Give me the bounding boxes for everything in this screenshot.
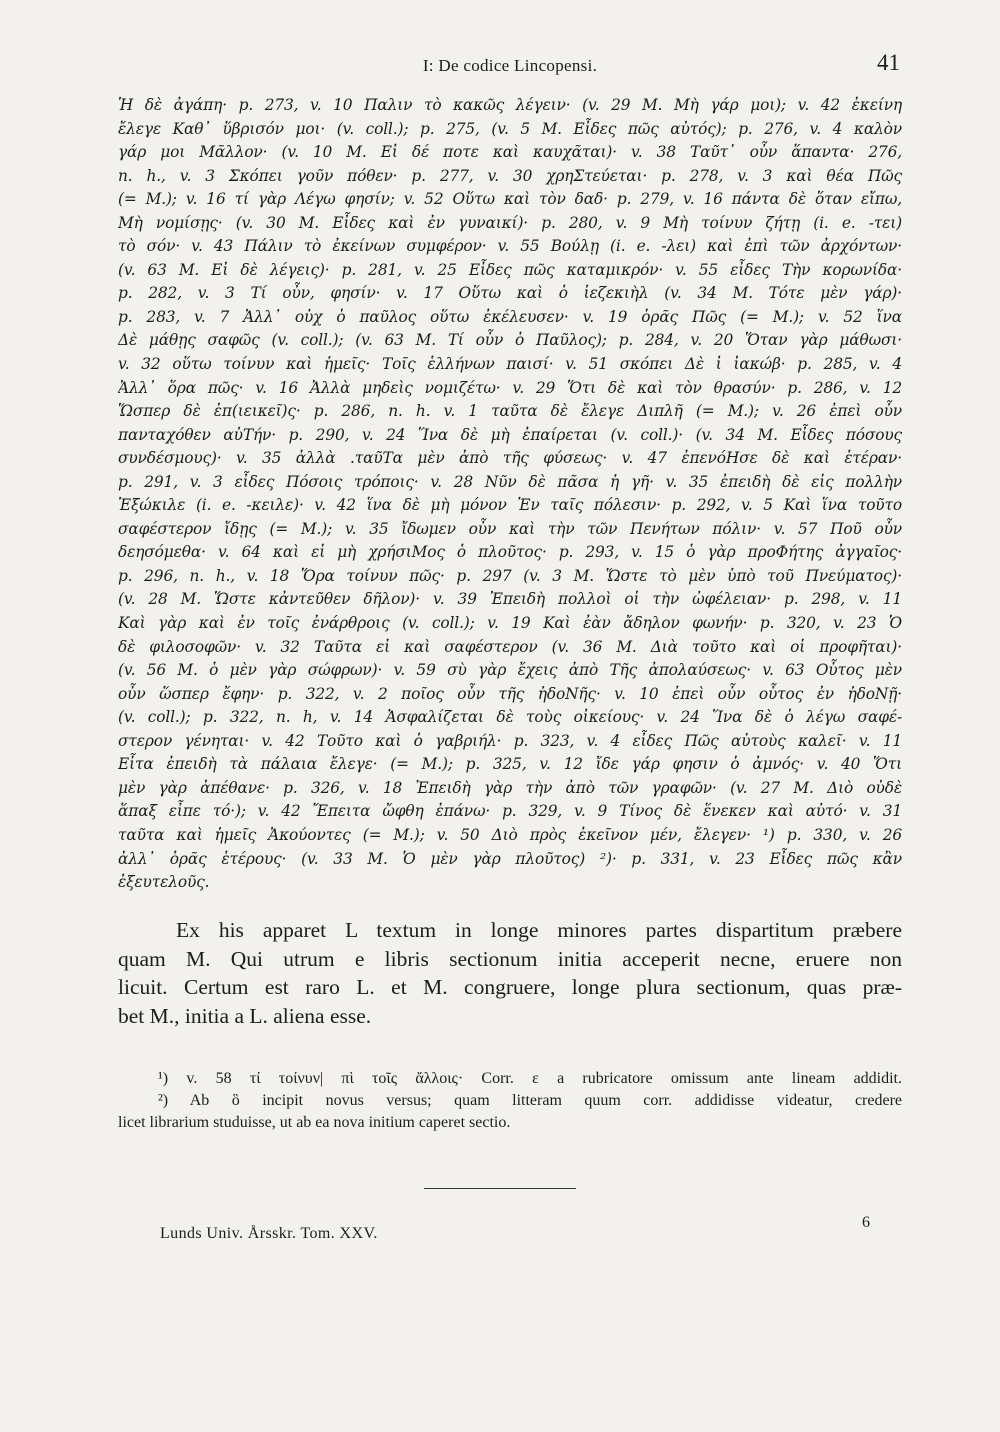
page-number: 41 <box>877 50 900 75</box>
greek-line: Μὴ νομίσῃς· (v. 30 M. Εἶδες καὶ ἐν γυναικί)· p. 280, v. 9 Μὴ τοίνυν ζήτῃ (i. e. -τει) <box>118 213 902 232</box>
greek-line: n. h., v. 3 Σκόπει γοῦν πόθεν· p. 277, v. 30 χρηΣτεύεται· p. 278, v. 3 καὶ θέα Πῶς <box>118 166 902 185</box>
greek-line: δεησόμεθα· v. 64 καὶ εἰ μὴ χρήσιΜος ὁ πλοῦτος· p. 293, v. 15 ὁ γὰρ προΦήτης ἀγγαῖος· <box>118 543 902 562</box>
running-head <box>160 50 900 80</box>
latin-paragraph <box>118 916 902 1030</box>
latin-line: Ex his apparet L textum in longe minores partes dispartitum præbere <box>176 918 902 942</box>
greek-line: συνδέσμους)· v. 35 ἀλλὰ .ταῦΤα μὲν ἀπὸ τῆς φύσεως· v. 47 ἐπενόΗσε δὲ καὶ ἑτέραν· <box>118 449 902 468</box>
greek-line: ἅπαξ εἶπε τό·); v. 42 Ἔπειτα ὤφθη ἐπάνω· p. 329, v. 9 Τίνος δὲ ἕνεκεν καὶ αὐτό· v. 31 <box>118 802 902 821</box>
separator-rule <box>424 1188 576 1189</box>
greek-line: πανταχόθεν αὐΤήν· p. 290, v. 24 Ἵνα δὲ μὴ ἐπαίρεται (v. coll.)· (v. 34 M. Εἶδες πόσους <box>118 425 902 444</box>
greek-text-block <box>118 94 902 895</box>
greek-line: p. 283, v. 7 Ἀλλ᾽ οὐχ ὁ παῦλος οὕτω ἐκέλευσεν· v. 19 ὁρᾶς Πῶς (= M.); v. 52 ἵνα <box>118 307 902 326</box>
running-title: I: De codice Lincopensi. <box>422 56 598 75</box>
greek-line: σαφέστερον ἴδῃς (= M.); v. 35 ἴδωμεν οὖν καὶ τὴν τῶν Πενήτων πόλιν· v. 57 Ποῦ οὖν <box>118 519 902 538</box>
latin-line: licuit. Certum est raro L. et M. congruere, longe plura sectionum, quas præ- <box>118 975 902 1000</box>
greek-line: (= M.); v. 16 τί γὰρ Λέγω φησίν; v. 52 Οὕτω καὶ τὸν δαδ· p. 279, v. 16 πάντα δὲ ὅταν εἴπω, <box>118 190 902 209</box>
greek-line: ταῦτα καὶ ἡμεῖς Ἀκούοντες (= M.); v. 50 Διὸ πρὸς ἐκεῖνον μέν, ἔλεγεν· ¹) p. 330, v. 26 <box>118 825 902 844</box>
fn-line: licet librarium studuisse, ut ab ea nova initium caperet sectio. <box>118 1114 511 1131</box>
greek-line: Ἀλλ᾽ ὅρα πῶς· v. 16 Ἀλλὰ μηδεὶς νομιζέτω· v. 29 Ὅτι δὲ καὶ τὸν θρασύν· p. 286, v. 12 <box>118 378 902 397</box>
greek-line: (v. coll.); p. 322, n. h, v. 14 Ἀσφαλίζεται δὲ τοὺς οἰκείους· v. 24 Ἵνα δὲ ὁ λέγω σαφέ- <box>118 708 902 727</box>
fn-line: ²) Ab ὃ incipit novus versus; quam litteram quum corr. addidisse videatur, credere <box>158 1092 902 1109</box>
greek-line: Ὥσπερ δὲ ἐπ(ιεικεῖ)ς· p. 286, n. h. v. 1 ταῦτα δὲ ἔλεγε Διπλῆ (= M.); v. 26 ἐπεὶ οὖν <box>118 402 902 421</box>
greek-line: p. 282, v. 3 Τί οὖν, φησίν· v. 17 Οὕτω καὶ ὁ ἰεζεκιὴλ (v. 34 M. Τότε μὲν γάρ)· <box>118 284 902 303</box>
greek-line: οὖν ὥσπερ ἔφην· p. 322, v. 2 ποῖος οὖν τῆς ἡδοΝῆς· v. 10 ἐπεὶ οὖν οὗτος ἐν ἡδοΝῇ· <box>118 684 902 703</box>
greek-line: Καὶ γὰρ καὶ ἐν τοῖς ἐνάρθροις (v. coll.); v. 19 Καὶ ἐὰν ἄδηλον φωνήν· p. 320, v. 23 Ὁ <box>118 614 902 633</box>
greek-line: (v. 63 M. Εἰ δὲ λέγεις)· p. 281, v. 25 Εἶδες πῶς καταμικρόν· v. 55 εἶδες Τὴν κορωνίδα· <box>118 260 902 279</box>
greek-line: (v. 28 M. Ὥστε κἀντεῦθεν δῆλον)· v. 39 Ἐπειδὴ πολλοὶ οἱ τὴν ὠφέλειαν· p. 298, v. 11 <box>118 590 902 609</box>
greek-line: ἀλλ᾽ ὁρᾶς ἑτέρους· (v. 33 M. Ὁ μὲν γὰρ πλοῦτος) ²)· p. 331, v. 23 Εἶδες πῶς κἂν <box>118 849 902 868</box>
greek-line: ἔλεγε Καθ᾽ ὕβρισόν μοι· (v. coll.); p. 275, (v. 5 M. Εἶδες πῶς αὐτός); p. 276, v. 4 καλὸν <box>118 119 902 138</box>
greek-line: Ἡ δὲ ἀγάπη· p. 273, v. 10 Παλιν τὸ κακῶς λέγειν· (v. 29 M. Μὴ γάρ μοι); v. 42 ἐκείνη <box>118 96 902 114</box>
latin-line: bet M., initia a L. aliena esse. <box>118 1003 372 1028</box>
greek-line: Ἐξώκιλε (i. e. -κειλε)· v. 42 ἵνα δὲ μὴ μόνον Ἐν ταῖς πόλεσιν· p. 292, v. 5 Καὶ ἵνα τοῦτο <box>118 496 902 515</box>
greek-line: τὸ σόν· v. 43 Πάλιν τὸ ἐκείνων συμφέρον· v. 55 Βούλῃ (i. e. -λει) καὶ ἐπὶ τῶν ἀρχόντων· <box>118 237 902 256</box>
greek-line: ἐξευτελοῦς. <box>118 873 210 892</box>
signature-mark: 6 <box>862 1214 870 1231</box>
greek-line: p. 291, v. 3 εἶδες Πόσοις τρόποις· v. 28 Νῦν δὲ πᾶσα ἡ γῆ· v. 35 ἐπειδὴ δὲ εἰς πολλὴν <box>118 472 902 491</box>
greek-line: v. 32 οὕτω τοίνυν καὶ ἡμεῖς· Τοῖς ἑλλήνων παισί· v. 51 σκόπει Δὲ ἰ ἰακώβ· p. 285, v. 4 <box>118 355 902 374</box>
greek-line: γάρ μοι Μᾶλλον· (v. 10 M. Εἰ δέ ποτε καὶ καυχᾶται)· v. 38 Ταῦτ᾽ οὖν ἅπαντα· 276, <box>118 143 902 162</box>
greek-line: Δὲ μάθῃς σαφῶς (v. coll.); (v. 63 M. Τί οὖν ὁ Παῦλος); p. 284, v. 20 Ὅταν γὰρ μάθωσι· <box>118 331 902 350</box>
footnotes <box>118 1068 902 1134</box>
imprint-line: Lunds Univ. Årsskr. Tom. XXV. <box>160 1225 378 1242</box>
greek-line: μὲν γὰρ ἀπέθανε· p. 326, v. 18 Ἐπειδὴ γὰρ τὴν ἀπὸ τῶν γραφῶν· (v. 27 M. Διὸ οὐδὲ <box>118 778 902 797</box>
fn-line: ¹) v. 58 τί τοίνυν| πὶ τοῖς ἄλλοις· Corr. ε a rubricatore omissum ante lineam addidit. <box>158 1070 902 1087</box>
latin-line: quam M. Qui utrum e libris sectionum initia acceperit necne, eruere non <box>118 946 902 971</box>
greek-line: Εἶτα ἐπειδὴ τὰ πάλαια ἔλεγε· (= M.); p. 325, v. 12 ἴδε γάρ φησιν ὁ ἀμνός· v. 40 Ὅτι <box>118 755 902 774</box>
greek-line: p. 296, n. h., v. 18 Ὅρα τοίνυν πῶς· p. 297 (v. 3 M. Ὥστε τὸ μὲν ὑπὸ τοῦ Πνεύματος)· <box>118 566 902 585</box>
greek-line: δὲ φιλοσοφῶν· v. 32 Ταῦτα εἰ καὶ σαφέστερον (v. 36 M. Διὰ τοῦτο καὶ οἱ προφῆται)· <box>118 637 902 656</box>
greek-line: στερον γένηται· v. 42 Τοῦτο καὶ ὁ γαβριήλ· p. 323, v. 4 εἶδες Πῶς αὐτοὺς καλεῖ· v. 11 <box>118 731 902 750</box>
greek-line: (v. 56 M. ὁ μὲν γὰρ σώφρων)· v. 59 σὺ γὰρ ἔχεις ἀπὸ Τῆς ἀπολαύσεως· v. 63 Οὗτος μὲν <box>118 661 902 680</box>
